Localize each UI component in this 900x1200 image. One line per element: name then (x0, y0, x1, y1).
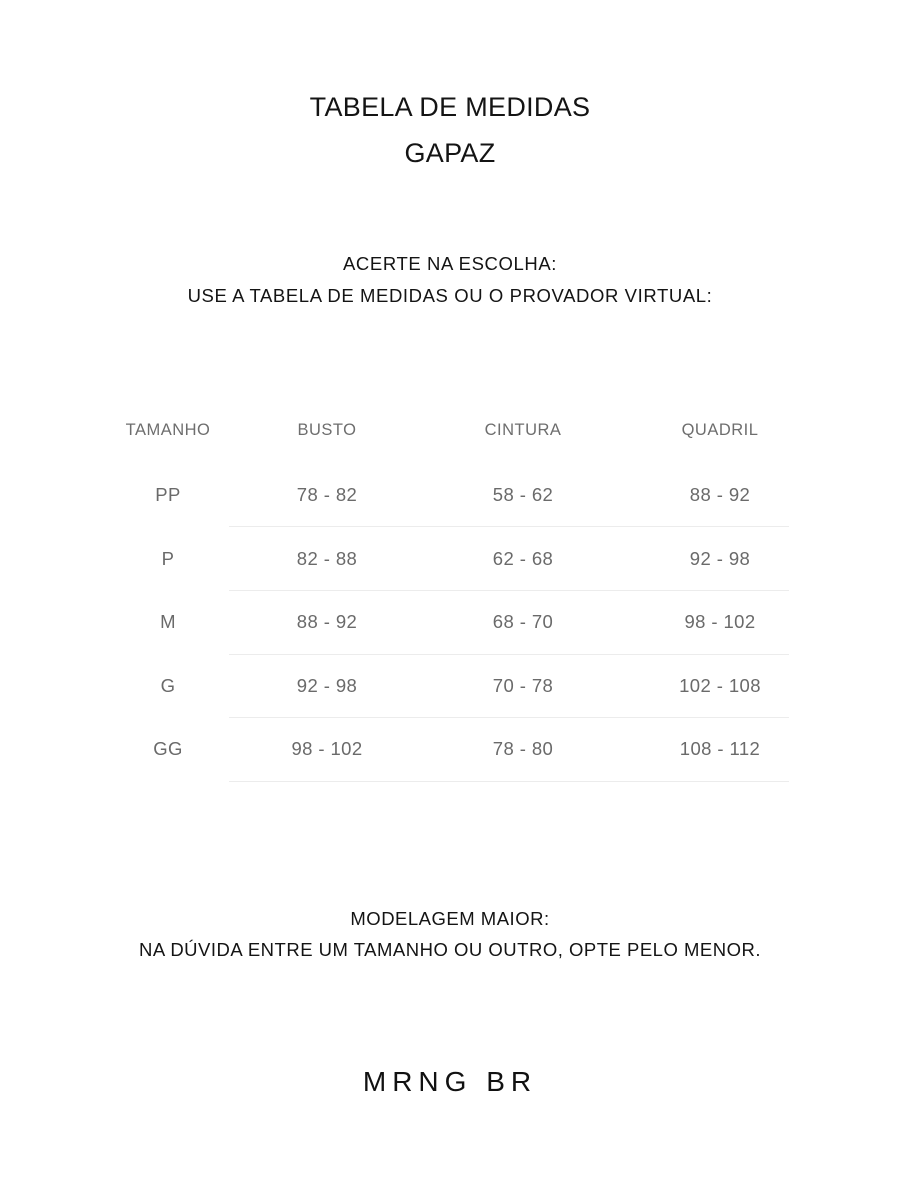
cell-cintura: 62 - 68 (492, 548, 554, 569)
cell-quadril: 92 - 98 (689, 548, 751, 569)
cell-busto: 98 - 102 (291, 738, 363, 759)
cell-busto: 92 - 98 (296, 675, 358, 696)
cell-quadril: 108 - 112 (679, 738, 761, 759)
note-text: NA DÚVIDA ENTRE UM TAMANHO OU OUTRO, OPTE PELO MENOR. (139, 939, 761, 960)
cell-cintura: 70 - 78 (492, 675, 554, 696)
cell-busto: 88 - 92 (296, 611, 358, 632)
row-divider (229, 717, 789, 718)
cell-busto: 82 - 88 (296, 548, 358, 569)
brand-logo: MRNG BR (362, 1066, 538, 1097)
row-divider (229, 781, 789, 782)
row-divider (229, 526, 789, 527)
cell-quadril: 88 - 92 (689, 484, 751, 505)
cell-size: PP (155, 484, 181, 505)
cell-cintura: 78 - 80 (492, 738, 554, 759)
page-title: TABELA DE MEDIDAS (309, 92, 591, 122)
cell-busto: 78 - 82 (296, 484, 358, 505)
cell-size: M (160, 611, 176, 632)
header-cintura: CINTURA (484, 421, 562, 439)
cell-size: P (161, 548, 175, 569)
product-name: GAPAZ (404, 138, 496, 168)
intro-text: USE A TABELA DE MEDIDAS OU O PROVADOR VIRTUAL: (187, 285, 713, 306)
note-block (0, 903, 900, 965)
row-divider (229, 654, 789, 655)
intro-heading: ACERTE NA ESCOLHA: (342, 253, 558, 274)
note-heading: MODELAGEM MAIOR: (350, 908, 550, 929)
cell-cintura: 58 - 62 (492, 484, 554, 505)
cell-size: GG (153, 738, 183, 759)
cell-size: G (160, 675, 176, 696)
cell-quadril: 102 - 108 (679, 675, 761, 696)
cell-cintura: 68 - 70 (492, 611, 554, 632)
header-quadril: QUADRIL (681, 421, 759, 439)
cell-quadril: 98 - 102 (684, 611, 756, 632)
header-busto: BUSTO (297, 421, 357, 439)
header-tamanho: TAMANHO (125, 421, 211, 439)
row-divider (229, 590, 789, 591)
